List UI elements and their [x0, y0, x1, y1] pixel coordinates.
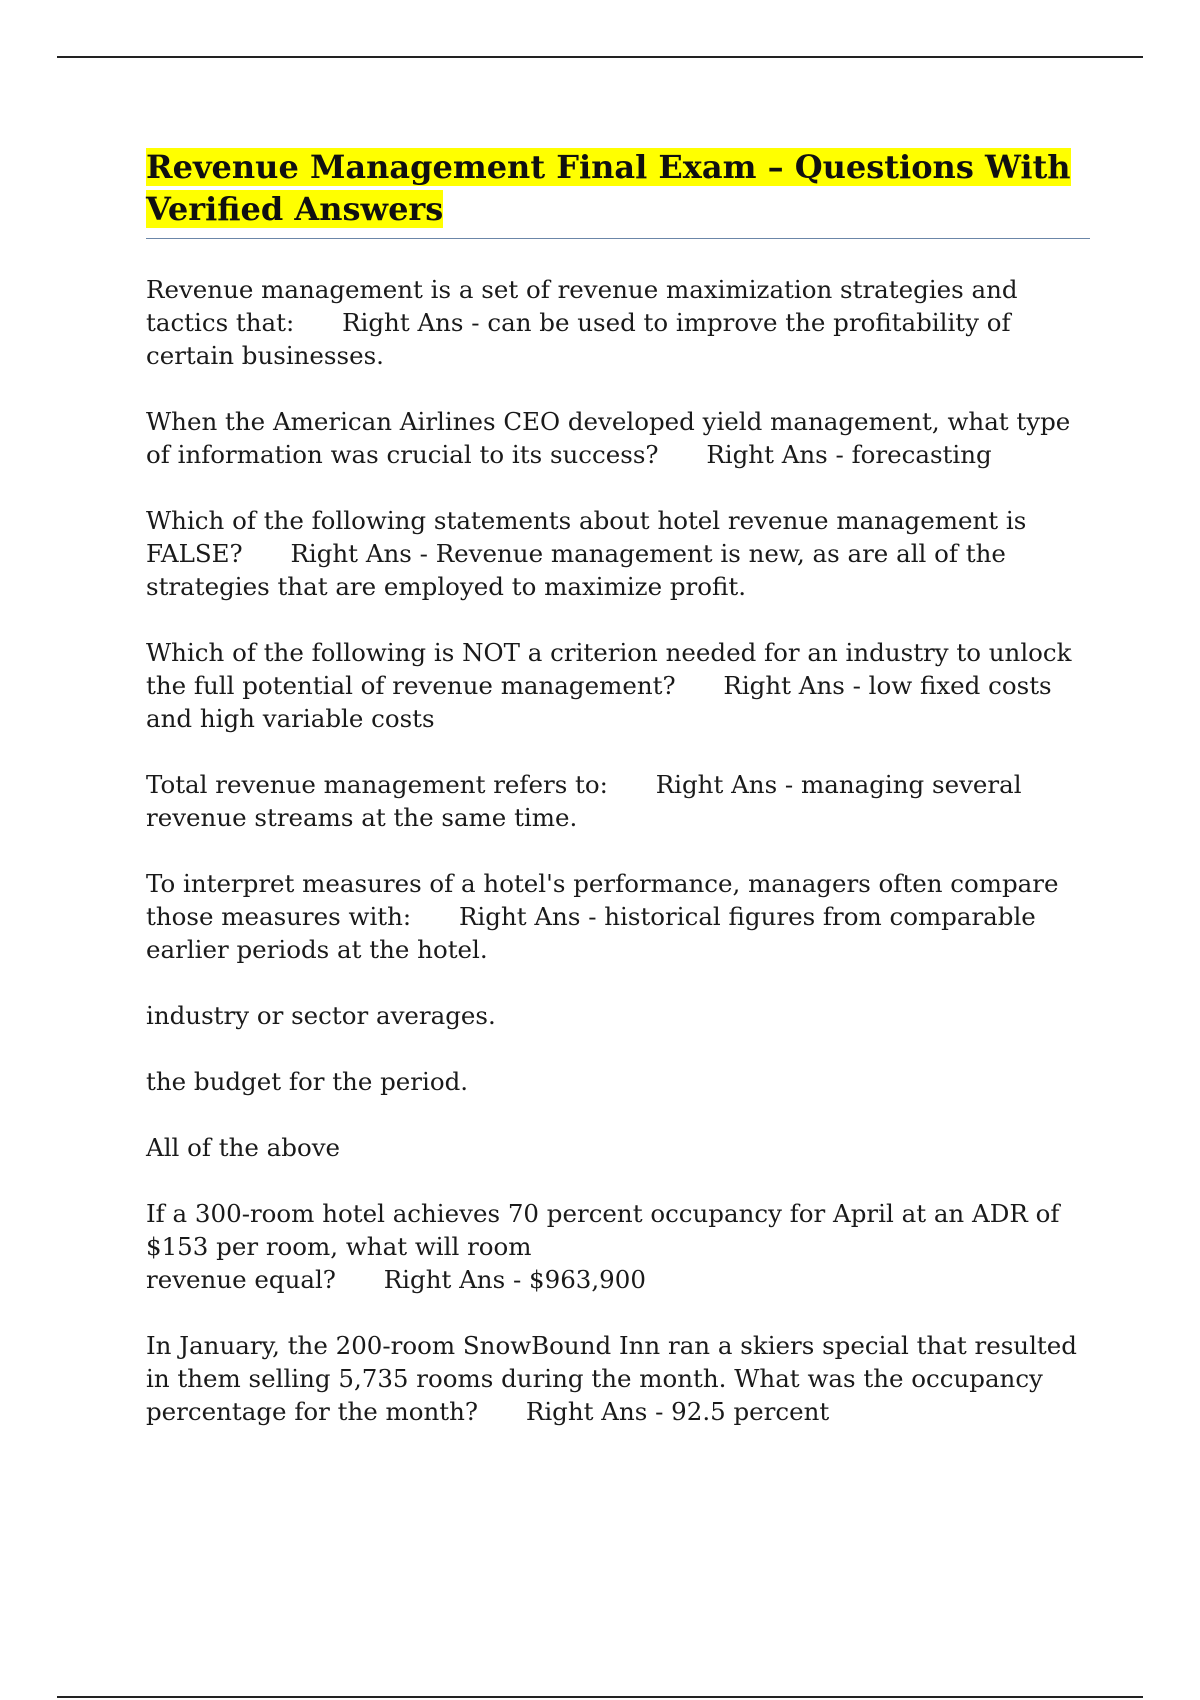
title-underline — [146, 238, 1090, 239]
qa-item-7 — [146, 1197, 1090, 1296]
answer-text: managing several revenue streams at the same time. — [146, 770, 1022, 832]
page-top-rule — [57, 56, 1143, 58]
answer-text: forecasting — [851, 440, 992, 469]
question-text: When the American Airlines CEO developed yield management, what type of information was crucial to its success? — [146, 407, 1071, 469]
answer-label: Right Ans - — [342, 308, 488, 337]
answer-label: Right Ans - — [458, 902, 605, 931]
answer-text: can be used to improve the profitability of certain businesses. — [146, 308, 1011, 370]
page-bottom-rule — [57, 1696, 1143, 1698]
answer-label: Right Ans - — [723, 671, 869, 700]
extra-line-1: industry or sector averages. — [146, 1001, 496, 1030]
qa-list — [146, 273, 1090, 1428]
question-text: If a 300-room hotel achieves 70 percent occupancy for April at an ADR of $153 per room, what will room — [146, 1199, 1060, 1261]
answer-label: Right Ans - — [525, 1397, 672, 1426]
qa-item-4 — [146, 636, 1090, 735]
question-text: To interpret measures of a hotel's performance, managers often compare those measures with: — [146, 869, 1059, 931]
document-title — [146, 146, 1090, 230]
qa-item-5 — [146, 768, 1090, 834]
answer-text: Revenue management is new, as are all of the strategies that are employed to maximize profit. — [146, 539, 1006, 601]
question-text: In January, the 200-room SnowBound Inn ran a skiers special that resulted in them selling 5,735 rooms during the month. What was the occupancy percentage for the month? — [146, 1331, 1077, 1426]
qa-item-3 — [146, 504, 1090, 603]
answer-label: Right Ans - — [655, 770, 801, 799]
document-body — [146, 146, 1090, 1428]
qa-item-6 — [146, 867, 1090, 966]
qa-item-2 — [146, 405, 1090, 471]
answer-label: Right Ans - — [706, 440, 852, 469]
question-text: Which of the following is NOT a criterion needed for an industry to unlock the full potential of revenue management? — [146, 638, 1072, 700]
answer-text: $963,900 — [529, 1265, 646, 1294]
question-text-continued: revenue equal? — [146, 1265, 336, 1294]
extra-line-2: the budget for the period. — [146, 1067, 469, 1096]
question-text: Which of the following statements about hotel revenue management is FALSE? — [146, 506, 1027, 568]
qa-item-1 — [146, 273, 1090, 372]
question-text: Total revenue management refers to: — [146, 770, 608, 799]
extra-line-3: All of the above — [146, 1133, 341, 1162]
question-text: Revenue management is a set of revenue maximization strategies and tactics that: — [146, 275, 1018, 337]
answer-text: historical figures from comparable earlier periods at the hotel. — [146, 902, 1036, 964]
answer-text: low fixed costs and high variable costs — [146, 671, 1052, 733]
answer-label: Right Ans - — [383, 1265, 530, 1294]
answer-text: 92.5 percent — [671, 1397, 830, 1426]
qa-item-8 — [146, 1329, 1090, 1428]
title-highlight: Revenue Management Final Exam – Questions With Verified Answers — [146, 148, 1071, 228]
answer-label: Right Ans - — [290, 539, 436, 568]
